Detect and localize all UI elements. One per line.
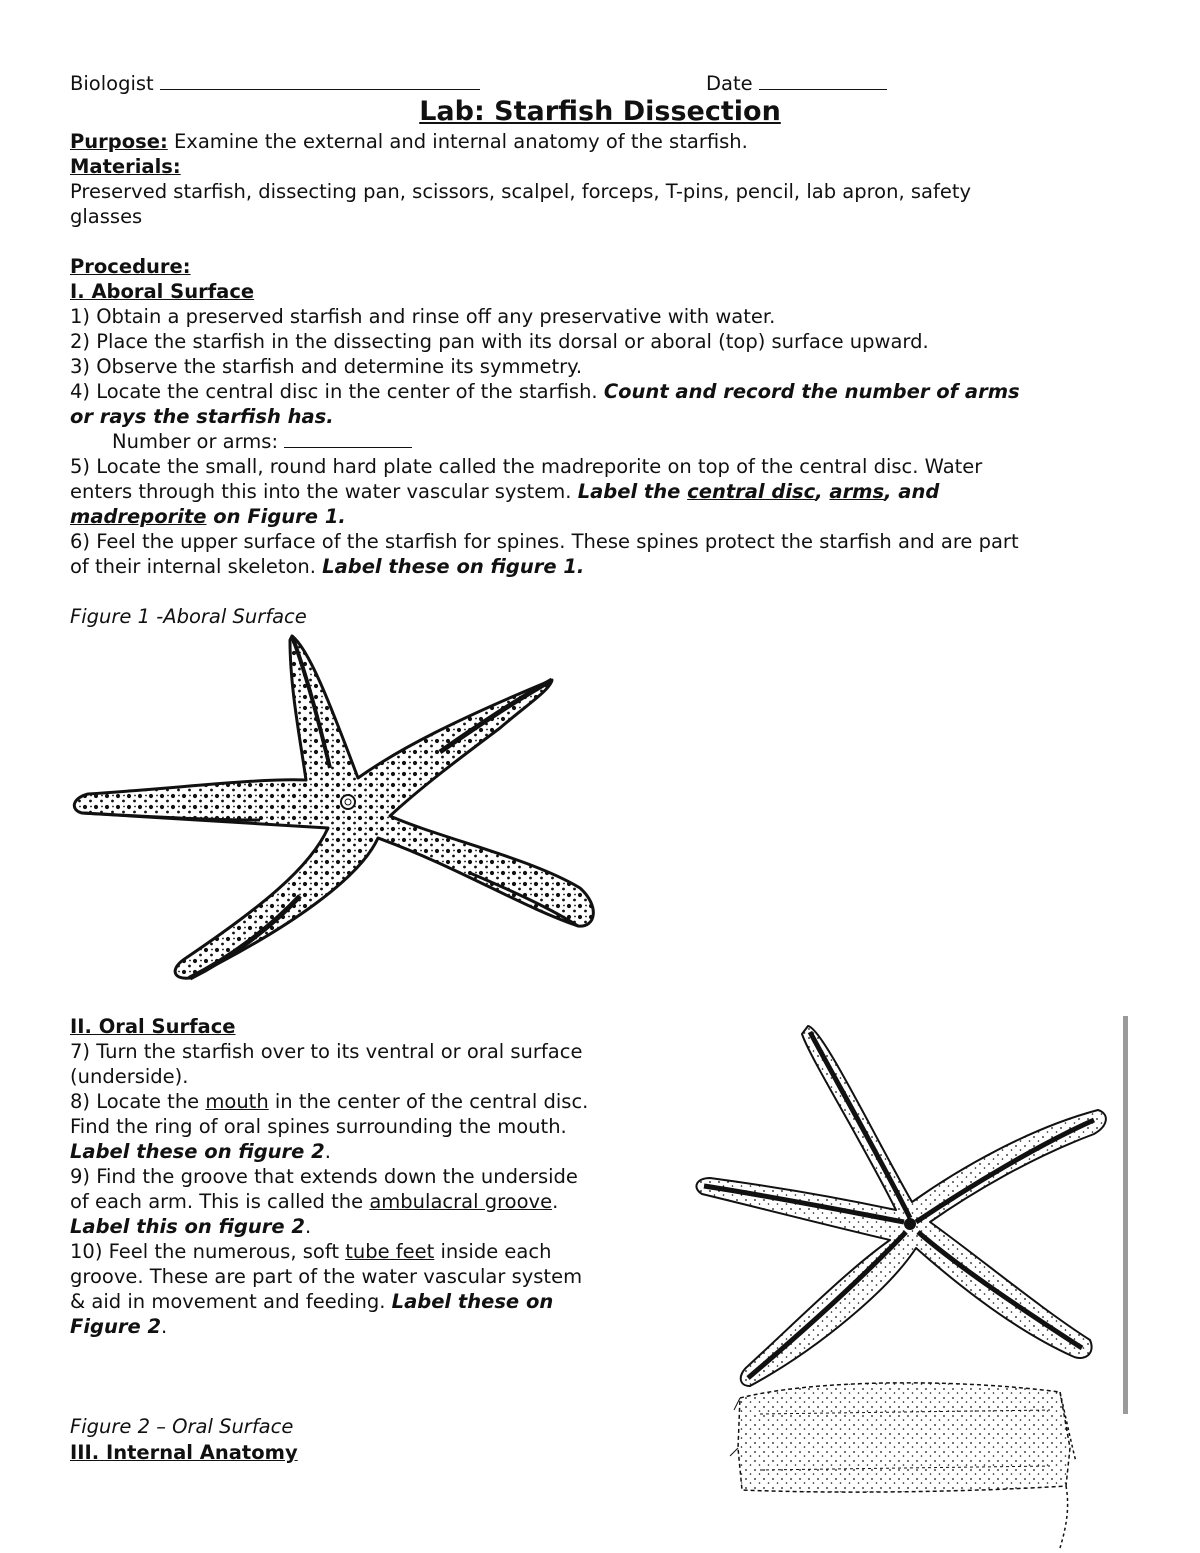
step-10-period: . — [161, 1315, 168, 1338]
step-2: 2) Place the starfish in the dissecting pan with its dorsal or aboral (top) surface upward. — [70, 330, 929, 353]
step-9-period: . — [552, 1190, 559, 1213]
step-10-figure-ref: Figure 2 — [70, 1315, 162, 1338]
step-5: 5) Locate the small, round hard plate called the madreporite on top of the central disc. Water — [70, 455, 983, 478]
step-8-text-end: in the center of the central disc. — [268, 1090, 589, 1113]
step-6-instruction: Label these on figure 1. — [322, 555, 585, 578]
step-10-text-end: inside each — [434, 1240, 552, 1263]
step-5-label-word: Label the — [577, 480, 688, 503]
section-1-heading: I. Aboral Surface — [70, 280, 255, 303]
date-blank[interactable] — [759, 71, 887, 90]
step-5-figure-ref: on Figure 1. — [206, 505, 346, 528]
step-9-text: of each arm. This is called the — [70, 1190, 370, 1213]
term-madreporite: madreporite — [70, 505, 207, 528]
step-9-label: Label this on figure 2 — [70, 1215, 305, 1238]
madreporite — [341, 795, 355, 809]
materials-line-1: Preserved starfish, dissecting pan, scissors, scalpel, forceps, T-pins, pencil, lab apron, safety — [70, 180, 972, 203]
purpose-label: Purpose: — [70, 130, 168, 153]
term-mouth: mouth — [205, 1090, 269, 1113]
step-8-label: Label these on figure 2 — [70, 1140, 325, 1163]
vertical-rule — [1123, 1016, 1128, 1414]
term-tube-feet: tube feet — [345, 1240, 435, 1263]
step-10-cont-2 — [70, 1289, 553, 1314]
biologist-label: Biologist — [70, 72, 154, 95]
step-9-instruction — [70, 1214, 311, 1239]
section-3-heading: III. Internal Anatomy — [70, 1441, 298, 1464]
term-ambulacral-groove: ambulacral groove — [369, 1190, 553, 1213]
figure-2-caption: Figure 2 – Oral Surface — [70, 1415, 294, 1438]
section-2-heading: II. Oral Surface — [70, 1015, 236, 1038]
date-label: Date — [706, 72, 753, 95]
step-9-label-period: . — [304, 1215, 312, 1238]
step-5-and: , and — [884, 480, 940, 503]
step-8-cont: Find the ring of oral spines surrounding the mouth. — [70, 1115, 567, 1138]
step-1: 1) Obtain a preserved starfish and rinse off any preservative with water. — [70, 305, 776, 328]
step-4-instruction: Count and record the number of arms — [603, 380, 1020, 403]
page-title: Lab: Starfish Dissection — [419, 96, 781, 127]
purpose-line — [70, 129, 748, 154]
figure-1-caption: Figure 1 -Aboral Surface — [70, 605, 307, 628]
step-10 — [70, 1239, 551, 1264]
step-4-instruction-cont: or rays the starfish has. — [70, 405, 334, 428]
step-8-text: 8) Locate the — [70, 1090, 206, 1113]
step-4-text: 4) Locate the central disc in the center of the starfish. — [70, 380, 604, 403]
step-8 — [70, 1089, 588, 1114]
term-central-disc: central disc — [687, 480, 816, 503]
step-6: 6) Feel the upper surface of the starfish for spines. These spines protect the starfish and are part — [70, 530, 1019, 553]
step-6-cont — [70, 554, 584, 579]
biologist-blank[interactable] — [160, 71, 480, 90]
figure-2-starfish-oral — [690, 1018, 1120, 1553]
arms-field[interactable] — [112, 429, 412, 454]
step-8-period: . — [324, 1140, 331, 1163]
arms-blank[interactable] — [284, 429, 412, 448]
purpose-text: Examine the external and internal anatomy of the starfish. — [167, 130, 748, 153]
procedure-label: Procedure: — [70, 255, 191, 278]
step-10-label: Label these on — [391, 1290, 554, 1313]
step-9-cont — [70, 1189, 558, 1214]
step-5-text: enters through this into the water vascular system. — [70, 480, 578, 503]
step-10-end — [70, 1314, 167, 1339]
step-3: 3) Observe the starfish and determine its symmetry. — [70, 355, 583, 378]
step-10-cont: groove. These are part of the water vascular system — [70, 1265, 583, 1288]
step-10-text: 10) Feel the numerous, soft — [70, 1240, 346, 1263]
arms-label: Number or arms: — [112, 430, 279, 453]
date-field[interactable] — [706, 71, 887, 96]
mouth — [904, 1218, 916, 1230]
dissection-tray — [738, 1383, 1070, 1492]
biologist-field[interactable] — [70, 71, 480, 96]
step-7-cont: (underside). — [70, 1065, 189, 1088]
step-5-comma: , — [815, 480, 830, 503]
step-6-text: of their internal skeleton. — [70, 555, 323, 578]
materials-label: Materials: — [70, 155, 181, 178]
materials-line-2: glasses — [70, 205, 143, 228]
ambulacral-groove-1 — [810, 1032, 910, 1218]
step-10-text-2: & aid in movement and feeding. — [70, 1290, 392, 1313]
figure-1-starfish-aboral — [60, 628, 620, 988]
step-5-end — [70, 504, 346, 529]
step-9: 9) Find the groove that extends down the underside — [70, 1165, 578, 1188]
step-7: 7) Turn the starfish over to its ventral or oral surface — [70, 1040, 583, 1063]
step-4 — [70, 379, 1020, 404]
step-5-cont — [70, 479, 939, 504]
step-8-instruction — [70, 1139, 331, 1164]
starfish-1-body — [74, 636, 593, 978]
term-arms: arms — [829, 480, 885, 503]
